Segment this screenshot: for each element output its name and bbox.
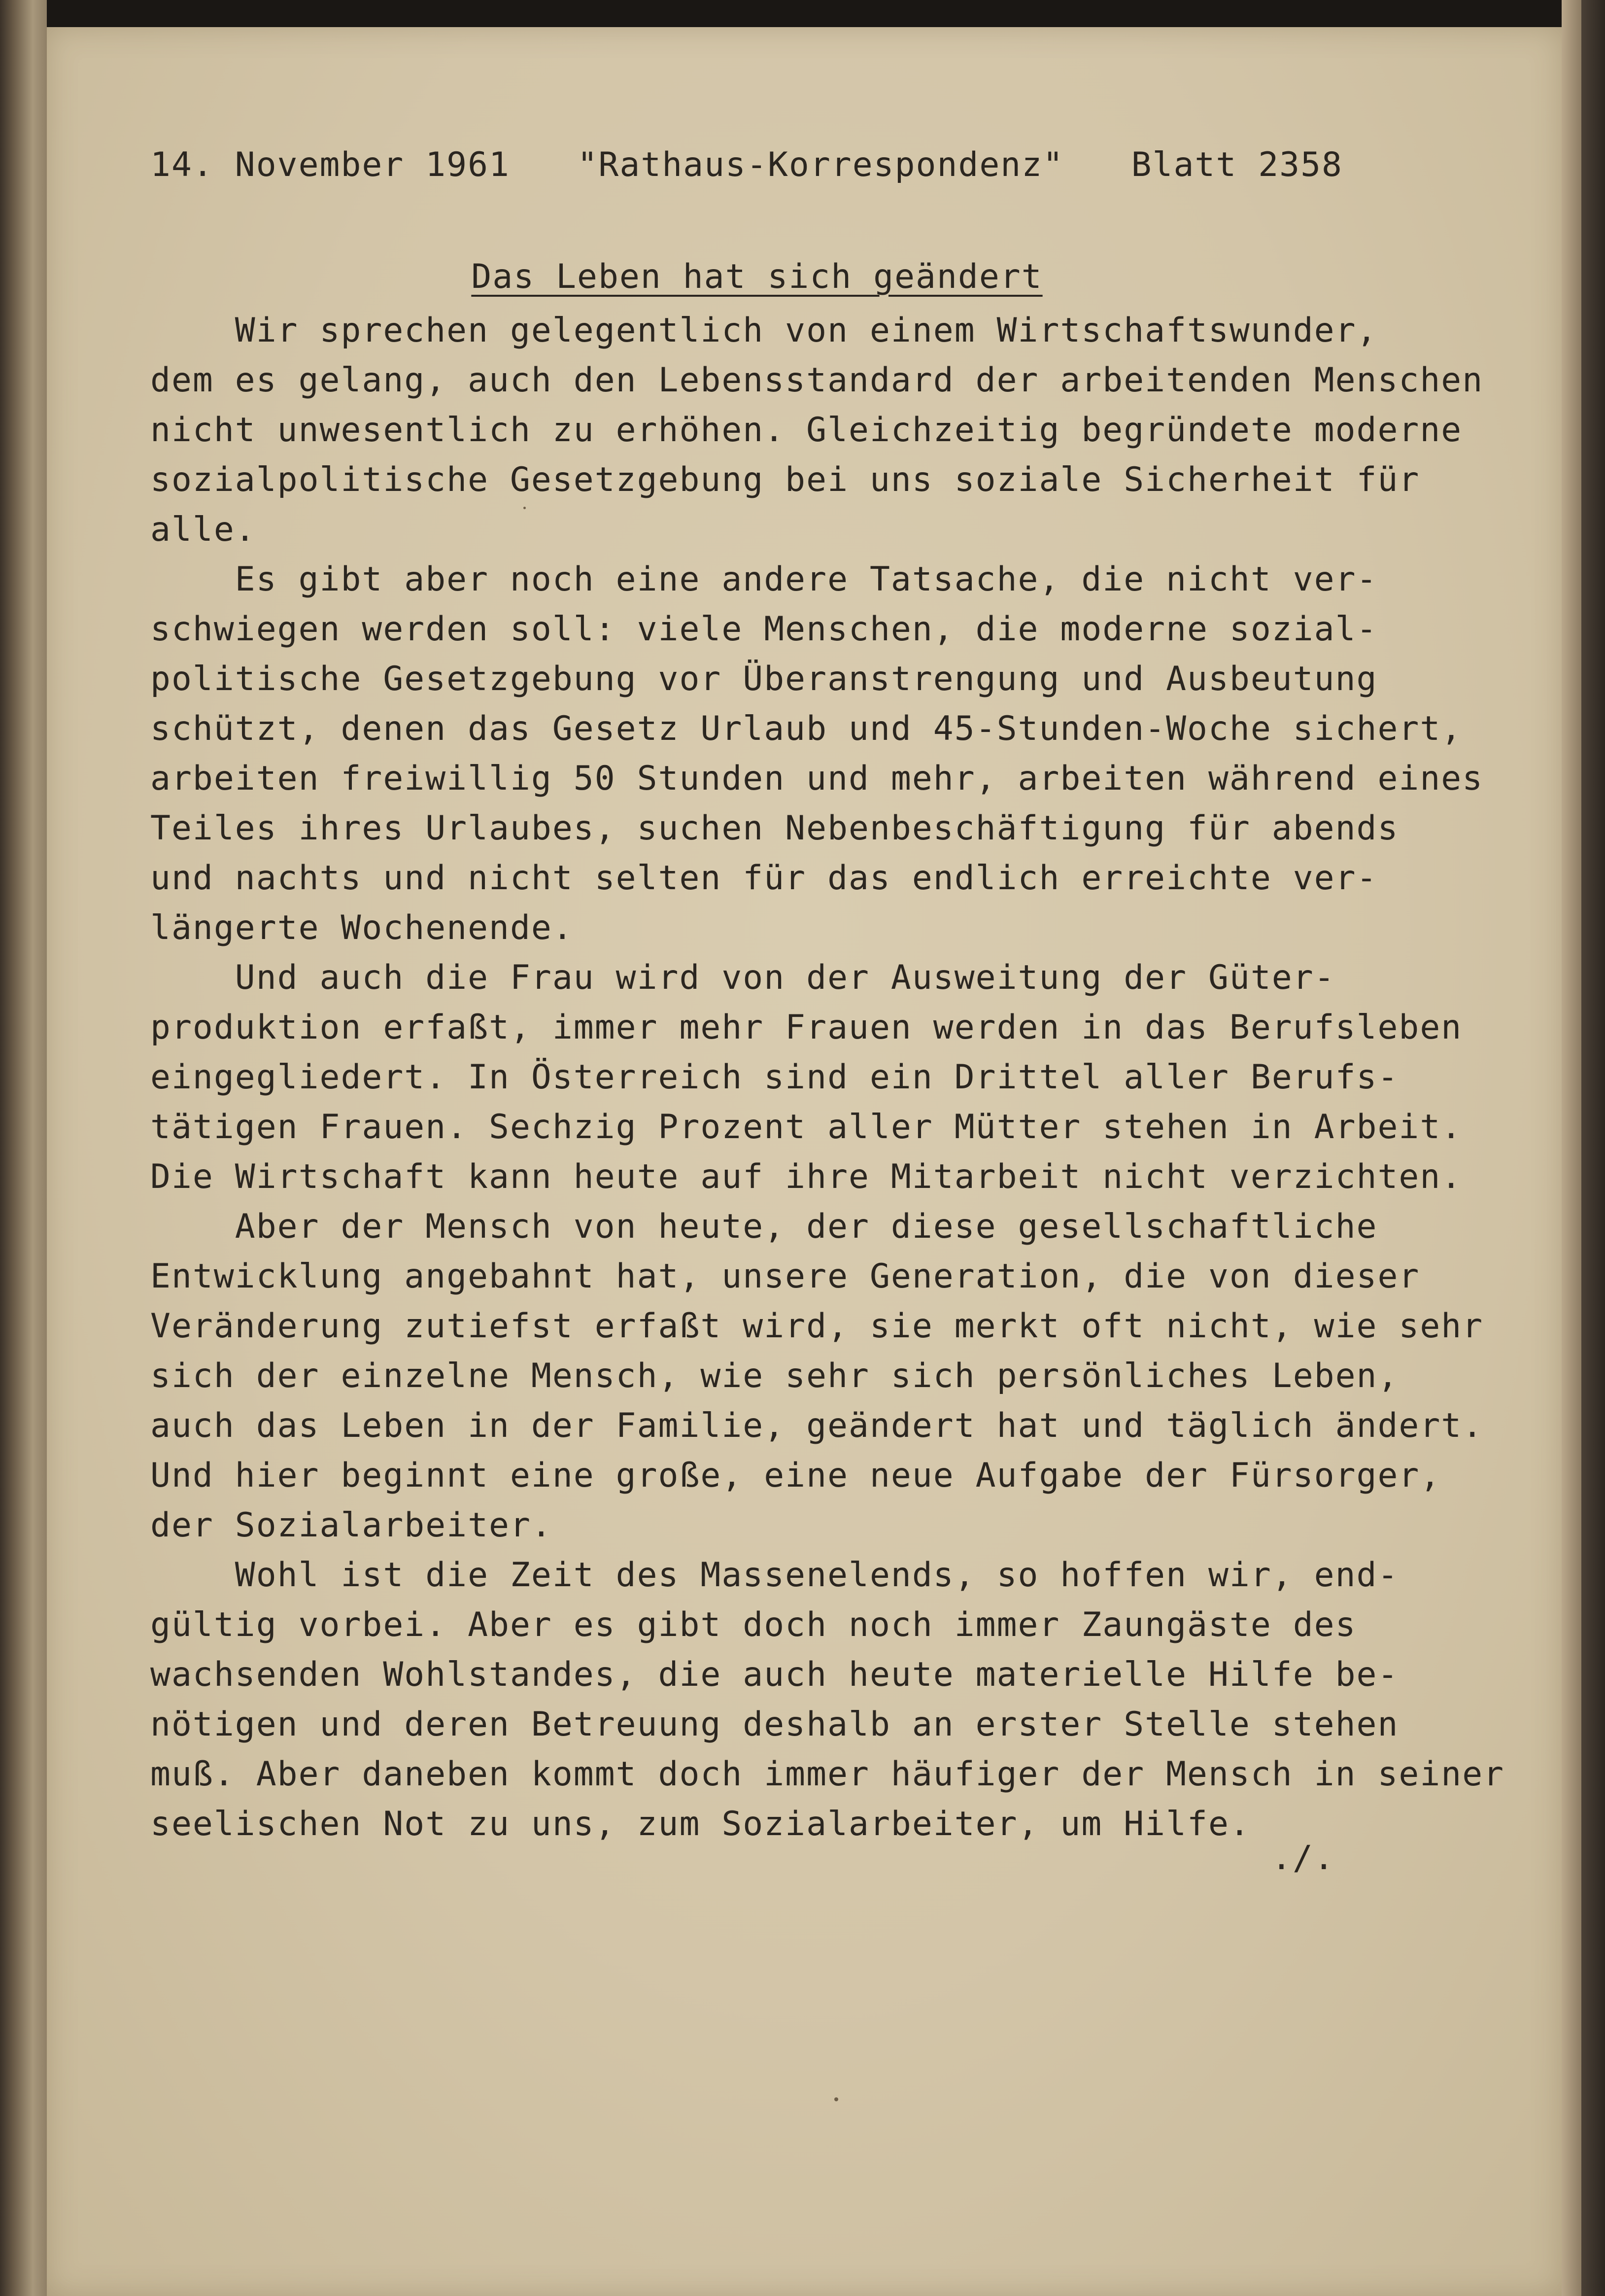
paper-speck <box>523 507 526 509</box>
text-line: nötigen und deren Betreuung deshalb an erster Stelle stehen <box>150 1705 1399 1744</box>
text-line: längerte Wochenende. <box>150 908 574 947</box>
text-line: Und hier beginnt eine große, eine neue Aufgabe der Fürsorger, <box>150 1456 1441 1495</box>
text-line: nicht unwesentlich zu erhöhen. Gleichzeitig begründete moderne <box>150 411 1463 450</box>
paper-speck <box>834 2097 838 2101</box>
text-line: sozialpolitische Gesetzgebung bei uns soziale Sicherheit für <box>150 460 1420 499</box>
article-title-row <box>0 257 1605 296</box>
header-publication: "Rathaus-Korrespondenz" <box>577 145 1064 184</box>
binding-edge <box>1581 0 1605 2296</box>
binding-strip <box>1562 0 1581 2296</box>
text-line: tätigen Frauen. Sechzig Prozent aller Mütter stehen in Arbeit. <box>150 1108 1463 1147</box>
text-line: sich der einzelne Mensch, wie sehr sich persönliches Leben, <box>150 1357 1399 1395</box>
text-line: Und auch die Frau wird von der Ausweitung der Güter- <box>150 958 1335 997</box>
text-line: Entwicklung angebahnt hat, unsere Generation, die von dieser <box>150 1257 1420 1296</box>
text-line: Wohl ist die Zeit des Massenelends, so hoffen wir, end- <box>150 1556 1399 1595</box>
text-line: arbeiten freiwillig 50 Stunden und mehr, arbeiten während eines <box>150 759 1484 798</box>
text-line: dem es gelang, auch den Lebensstandard der arbeitenden Menschen <box>150 361 1484 400</box>
text-line: und nachts und nicht selten für das endlich erreichte ver- <box>150 859 1378 898</box>
text-line: Aber der Mensch von heute, der diese gesellschaftliche <box>150 1207 1378 1246</box>
text-line: schwiegen werden soll: viele Menschen, die moderne sozial- <box>150 610 1378 649</box>
text-line: Die Wirtschaft kann heute auf ihre Mitarbeit nicht verzichten. <box>150 1157 1463 1196</box>
text-line: wachsenden Wohlstandes, die auch heute materielle Hilfe be- <box>150 1655 1399 1694</box>
text-line: Teiles ihres Urlaubes, suchen Nebenbeschäftigung für abends <box>150 809 1399 848</box>
left-page-edge <box>0 0 47 2296</box>
page-header <box>150 145 1343 184</box>
text-line: produktion erfaßt, immer mehr Frauen werden in das Berufsleben <box>150 1008 1463 1047</box>
text-line: seelischen Not zu uns, zum Sozialarbeiter, um Hilfe. <box>150 1805 1251 1844</box>
text-line: der Sozialarbeiter. <box>150 1506 552 1545</box>
header-sheet-number: Blatt 2358 <box>1131 145 1343 184</box>
text-line: alle. <box>150 510 256 549</box>
article-body <box>150 306 1505 1849</box>
text-line: schützt, denen das Gesetz Urlaub und 45-Stunden-Woche sichert, <box>150 709 1463 748</box>
text-line: muß. Aber daneben kommt doch immer häufiger der Mensch in seiner <box>150 1755 1505 1794</box>
text-line: auch das Leben in der Familie, geändert hat und täglich ändert. <box>150 1406 1484 1445</box>
continuation-mark: ./. <box>1271 1839 1335 1878</box>
text-line: Wir sprechen gelegentlich von einem Wirtschaftswunder, <box>150 311 1378 350</box>
article-title: Das Leben hat sich geändert <box>471 257 1043 296</box>
text-line: Es gibt aber noch eine andere Tatsache, die nicht ver- <box>150 560 1378 599</box>
text-line: eingegliedert. In Österreich sind ein Drittel aller Berufs- <box>150 1058 1399 1097</box>
text-line: politische Gesetzgebung vor Überanstrengung und Ausbeutung <box>150 660 1378 698</box>
header-date: 14. November 1961 <box>150 145 510 184</box>
text-line: gültig vorbei. Aber es gibt doch noch immer Zaungäste des <box>150 1605 1357 1644</box>
text-line: Veränderung zutiefst erfaßt wird, sie merkt oft nicht, wie sehr <box>150 1307 1484 1346</box>
